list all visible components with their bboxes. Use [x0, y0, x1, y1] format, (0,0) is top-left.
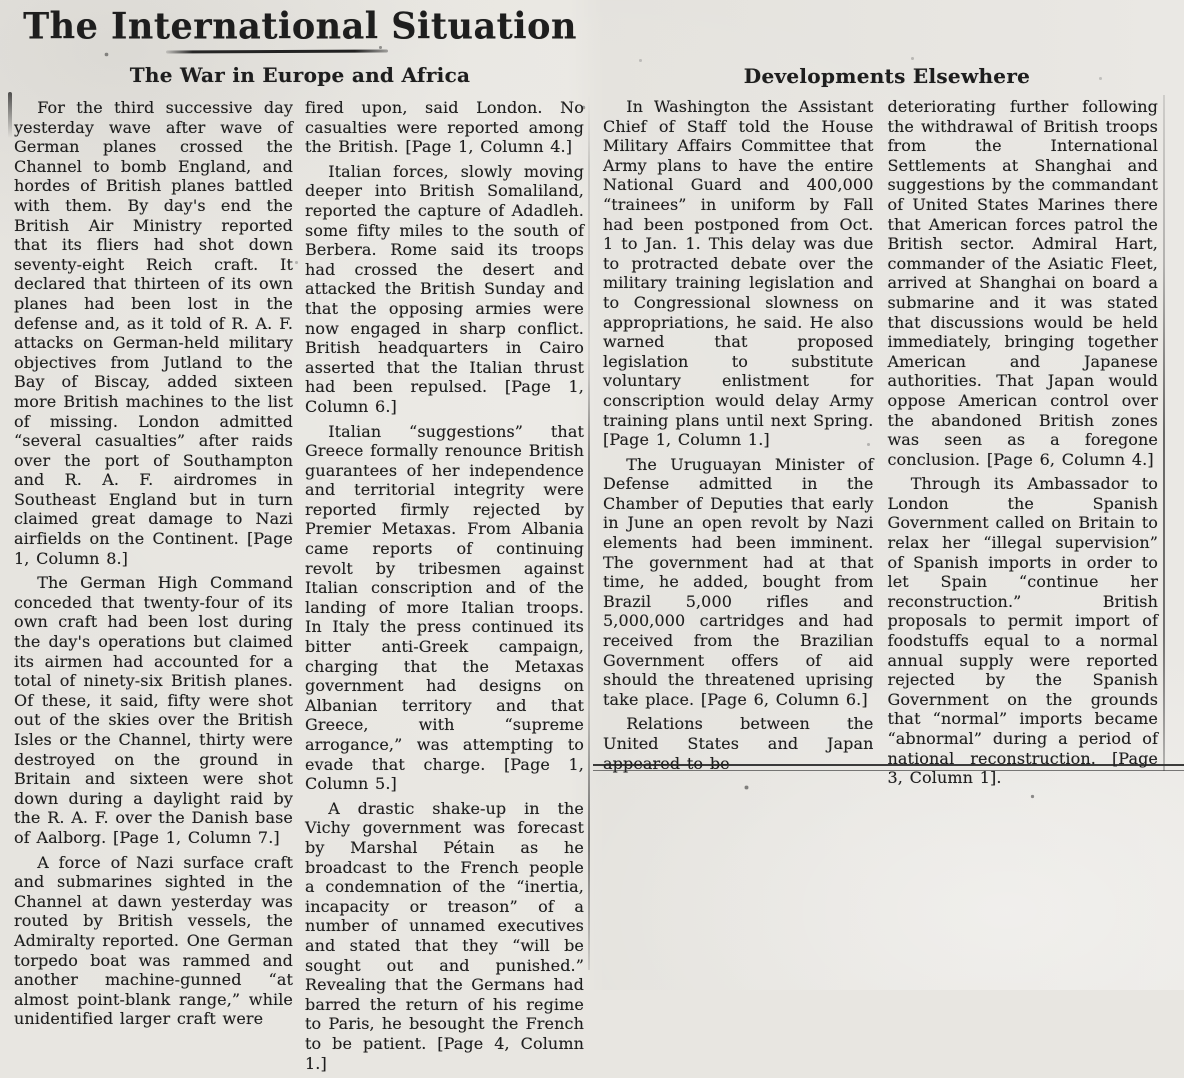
- paragraph: Italian forces, slowly moving deeper into British Somaliland, reported the capture of Adadleh. some fifty miles to the south of Berbera. Rome said its troops had crossed the desert and attacked the British Sunday and that the opposing armies were now engaged in sharp conflict. British headquarters in Cairo asserted that the Italian thrust had been repulsed. [Page 1, Column 6.]: [305, 161, 584, 416]
- left-page-half: [0, 0, 590, 1073]
- column-1: [14, 98, 293, 1078]
- right-edge-rule: [1163, 95, 1165, 771]
- masthead-underline: [166, 50, 388, 54]
- scan-edge-mark: [8, 92, 12, 138]
- section-heading-war: The War in Europe and Africa: [129, 63, 471, 87]
- paragraph: deteriorating further following the withdrawal of British troops from the International Settlements at Shanghai and suggestions by the commandant of United States Marines there that American forces patrol the British sector. Admiral Hart, commander of the Asiatic Fleet, arrived at Shanghai on board a submarine and it was stated that discussions would be held immediately, bringing together American and Japanese authorities. That Japan would oppose American control over the abandoned British zones was seen as a foregone conclusion. [Page 6, Column 4.]: [887, 97, 1158, 469]
- column-2: [305, 98, 584, 1078]
- paragraph: Relations between the United States and Japan appeared to be: [603, 714, 874, 773]
- paragraph: Italian “suggestions” that Greece formally renounce British guarantees of her independence and territorial integrity were reported firmly rejected by Premier Metaxas. From Albania came reports of continuing revolt by tribesmen against Italian conscription and of the landing of more Italian troops. In Italy the press continued its bitter anti-Greek campaign, charging that the Metaxas government had designs on Albanian territory and that Greece, with “supreme arrogance,” was attempting to evade that charge. [Page 1, Column 5.]: [305, 421, 584, 794]
- paragraph: A drastic shake-up in the Vichy government was forecast by Marshal Pétain as he broadcast to the French people a condemnation of the “inertia, incapacity or treason” of a number of unnamed executives and stated that they “will be sought out and punished.” Revealing that the Germans had barred the return of his regime to Paris, he besought the French to be patient. [Page 4, Column 1.]: [305, 798, 584, 1073]
- section-heading-developments: Developments Elsewhere: [743, 64, 1031, 88]
- paragraph: The Uruguayan Minister of Defense admitted in the Chamber of Deputies that early in June an open revolt by Nazi elements had been imminent. The government had at that time, he added, bought from Brazil 5,000 rifles and 5,000,000 cartridges and had received from the Brazilian Government offers of aid should the threatened uprising take place. [Page 6, Column 6.]: [603, 454, 874, 709]
- column-gutter-line: [588, 95, 590, 970]
- paragraph: The German High Command conceded that twenty-four of its own craft had been lost during the day's operations but claimed its airmen had accounted for a total of ninety-six British planes. Of these, it said, fifty were shot out of the skies over the British Isles or the Channel, thirty were destroyed on the ground in Britain and sixteen were shot down during a daylight raid by the R. A. F. over the Danish base of Aalborg. [Page 1, Column 7.]: [14, 573, 293, 847]
- developments-columns: [590, 88, 1184, 793]
- right-page-half: [590, 0, 1184, 990]
- bottom-double-rule: [593, 764, 1184, 771]
- column-4: [888, 97, 1159, 793]
- paper-specks: [0, 0, 1, 1]
- paragraph: For the third successive day yesterday wave after wave of German planes crossed the Channel to bomb England, and hordes of British planes battled with them. By day's end the British Air Ministry reported that its fliers had shot down seventy-eight Reich craft. It declared that thirteen of its own planes had been lost in the defense and, as it told of R. A. F. attacks on German-held military objectives from Jutland to the Bay of Biscay, added sixteen more British machines to the list of missing. London admitted “several casualties” after raids over the port of Southampton and R. A. F. airdromes in Southeast England but in turn claimed great damage to Nazi airfields on the Continent. [Page 1, Column 8.]: [14, 98, 293, 568]
- paragraph: In Washington the Assistant Chief of Staff told the House Military Affairs Committee that Army plans to have the entire National Guard and 400,000 “trainees” in uniform by Fall had been postponed from Oct. 1 to Jan. 1. This delay was due to protracted debate over the military training legislation and to Congressional slowness on appropriations, he said. He also warned that proposed legislation to substitute voluntary enlistment for conscription would delay Army training plans until next Spring. [Page 1, Column 1.]: [603, 97, 874, 450]
- war-columns: [0, 87, 590, 1078]
- column-3: [603, 97, 874, 793]
- paragraph: fired upon, said London. No casualties were reported among the British. [Page 1, Column 4.]: [305, 98, 584, 157]
- paragraph: A force of Nazi surface craft and submarines sighted in the Channel at dawn yesterday was routed by British vessels, the Admiralty reported. One German torpedo boat was rammed and another machine-gunned “at almost point-blank range,” while unidentified larger craft were: [14, 852, 293, 1029]
- page-title: The International Situation: [23, 5, 577, 48]
- paragraph: Through its Ambassador to London the Spanish Government called on Britain to relax her “illegal supervision” of Spanish imports in order to let Spain “continue her reconstruction.” British proposals to permit import of foodstuffs equal to a normal annual supply were reported rejected by the Spanish Government on the grounds that “normal” imports became “abnormal” during a period of national reconstruction. [Page 3, Column 1].: [887, 474, 1158, 788]
